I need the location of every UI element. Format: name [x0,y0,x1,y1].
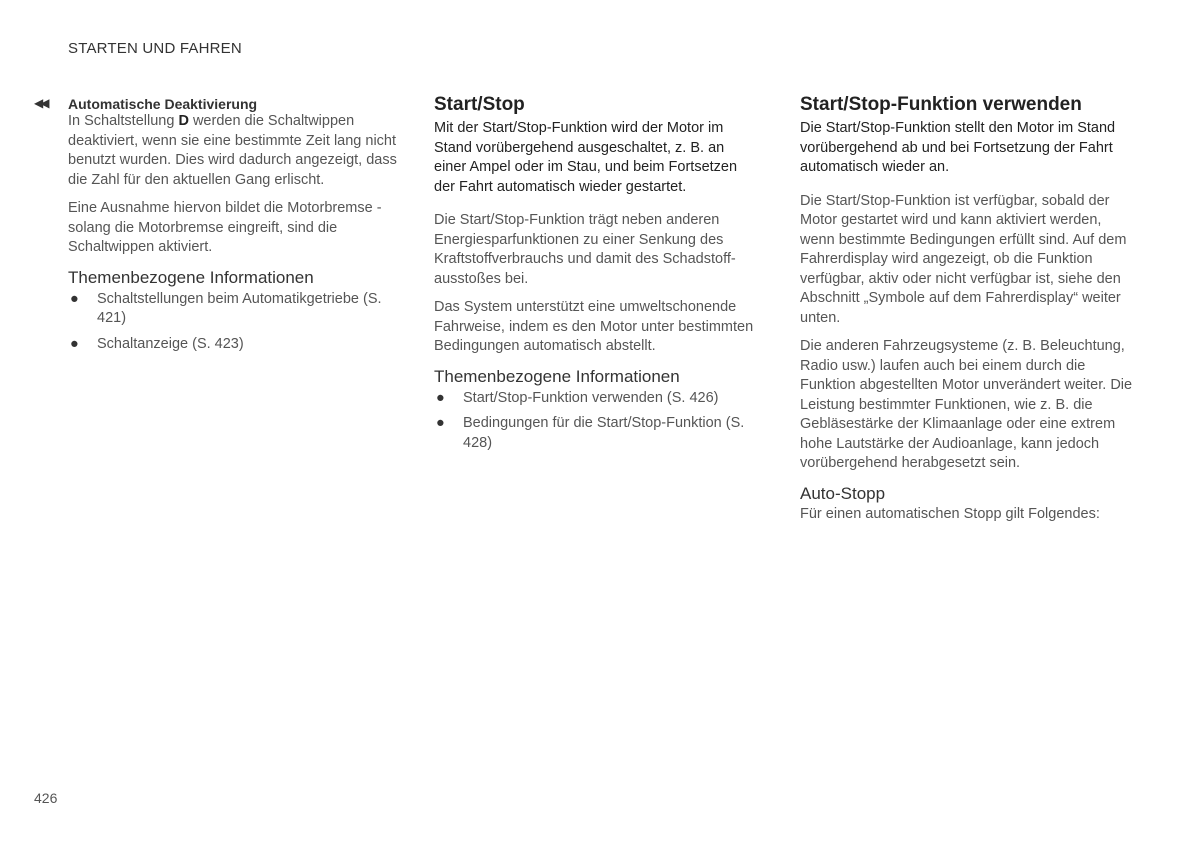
subheading-automatic-deactivation: Automatische Deaktivierung [68,96,258,112]
related-link[interactable] [434,414,759,453]
related-info-heading: Themenbezogene Informationen [434,366,680,386]
paragraph-text: In Schaltstellung [68,113,179,129]
paragraph: Die anderen Fahrzeugsysteme (z. B. Beleuchtung, Radio usw.) laufen auch bei einem durch die Funktion abgestellten Motor unverändert weiter. Die Leistung bestimmter Funktionen, wie z. B. die Gebläsestärke der Klimaanlage oder eine extrem hohe Lautstärke der Audioanlage, kann jedoch vorübergehend herabgesetzt sein. [800,338,1133,471]
paragraph: Die Start/Stop-Funktion trägt neben anderen Energiesparfunktionen zu einer Senkung des Kraftstoffverbrauchs und damit des Schadstoffausstoßes bei. [434,212,736,287]
lead-paragraph: Die Start/Stop-Funktion stellt den Motor im Stand vorübergehend ab und bei Fortsetzung der Fahrt automatisch wieder an. [800,120,1116,175]
paragraph: Für einen automatischen Stopp gilt Folgendes: [800,505,1100,522]
gear-position-d: D [178,113,189,129]
related-info-heading: Themenbezogene Informationen [68,267,314,287]
paragraph: Die Start/Stop-Funktion ist verfügbar, sobald der Motor gestartet wird und kann aktiviert werden, wenn bestimmte Bedingungen erfüllt sind. Auf dem Fahrerdisplay wird angezeigt, ob die Funktion verfügbar, aktiv oder nicht verfügbar ist, siehe den Abschnitt „Symbole auf dem Fahrerdisplay“ weiter unten. [800,192,1127,326]
column-2 [434,94,759,459]
related-link[interactable] [68,335,398,355]
bullet-icon: ● [436,389,445,406]
related-links-list [68,290,398,355]
chapter-title: STARTEN UND FAHREN [68,40,242,57]
bullet-icon: ● [436,415,445,431]
column-3 [800,94,1135,533]
page-number: 426 [34,790,58,806]
bullet-icon: ● [70,335,79,352]
paragraph: Das System unterstützt eine umweltschonende Fahrweise, indem es den Motor unter bestimmten Bedingungen automatisch abstellt. [434,299,754,354]
paragraph: Eine Ausnahme hiervon bildet die Motorbremse - solang die Motorbremse eingreift, sind die Schaltwippen aktiviert. [68,200,382,255]
related-link-text: Schaltanzeige (S. 423) [97,335,244,352]
paragraph-text: werden die Schaltwippen deaktiviert, wenn sie eine bestimmte Zeit lang nicht benutzt wurden. Dies wird dadurch angezeigt, dass die Zahl für den aktuellen Gang erlischt. [68,113,397,188]
subheading-auto-stop: Auto-Stopp [800,483,886,503]
related-link-text: Schaltstellungen beim Automatikgetriebe (S. 421) [97,290,382,326]
paragraph [68,112,398,190]
related-link-text: Start/Stop-Funktion verwenden (S. 426) [463,389,719,406]
related-link-text: Bedingungen für die Start/Stop-Funktion (S. 428) [463,415,745,451]
related-link[interactable] [434,389,759,409]
bullet-icon: ● [70,290,79,307]
lead-paragraph: Mit der Start/Stop-Funktion wird der Motor im Stand vorübergehend ausgeschaltet, z. B. an einer Ampel oder im Stau, und beim Fortsetzen der Fahrt automatisch wieder gestartet. [434,120,738,195]
column-1 [34,94,398,360]
related-links-list [434,389,759,454]
continued-from-previous-icon: ◀◀ [34,96,47,110]
section-title: Start/Stop [434,94,525,115]
section-title: Start/Stop-Funktion verwenden [800,94,1082,115]
related-link[interactable] [68,290,398,329]
